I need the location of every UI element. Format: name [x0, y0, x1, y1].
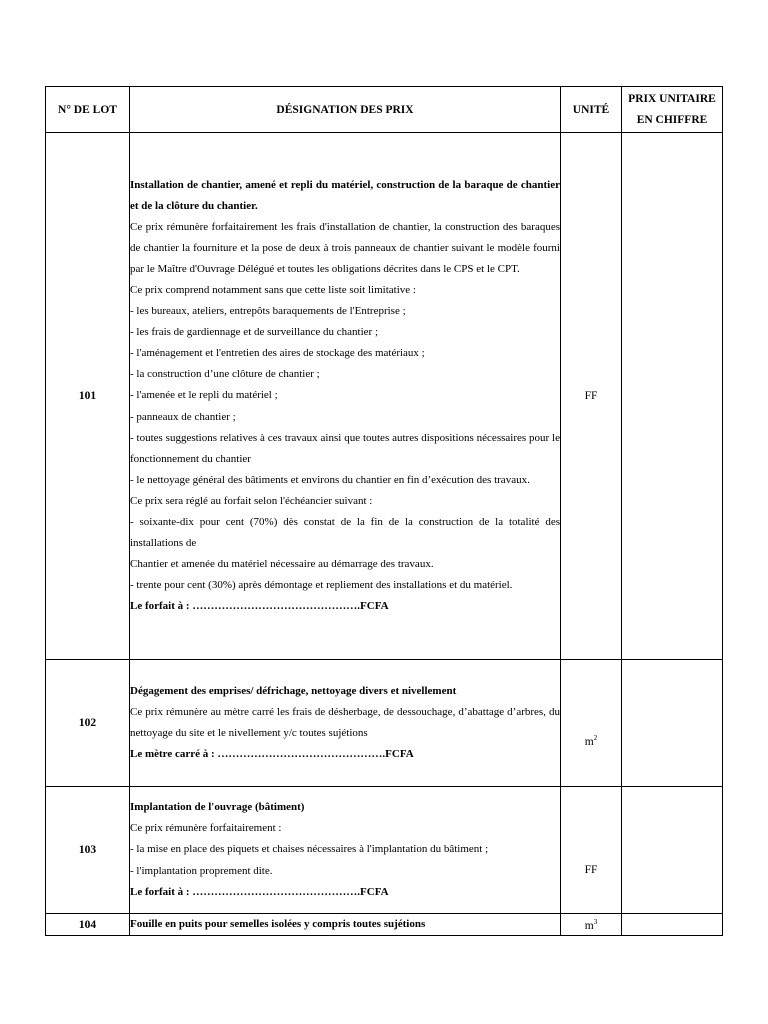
- designation-cell: [130, 660, 561, 787]
- designation-title: Fouille en puits pour semelles isolées y compris toutes sujétions: [130, 918, 426, 930]
- unit-exponent: 3: [593, 917, 598, 926]
- table-row: [46, 660, 723, 787]
- unit-value: m: [584, 735, 594, 748]
- header-lot: N° DE LOT: [46, 87, 130, 133]
- price-line: Le forfait à : ……………………………………….FCFA: [130, 600, 389, 613]
- unit-exponent: 2: [593, 734, 598, 743]
- designation-line: - toutes suggestions relatives à ces travaux ainsi que toutes autres dispositions nécessaires pour le fonctionnement du chantier: [130, 431, 560, 465]
- designation-line: Ce prix rémunère forfaitairement :: [130, 822, 282, 835]
- designation-line: - l'implantation proprement dite.: [130, 864, 273, 877]
- designation-line: - l'aménagement et l'entretien des aires de stockage des matériaux ;: [130, 347, 425, 360]
- lot-number: 104: [46, 914, 130, 936]
- header-price: PRIX UNITAIRE EN CHIFFRE: [622, 87, 723, 133]
- designation-line: - le nettoyage général des bâtiments et environs du chantier en fin d’exécution des travaux.: [130, 473, 530, 486]
- price-cell: [622, 133, 723, 660]
- table-row: [46, 133, 723, 660]
- designation-line: - les bureaux, ateliers, entrepôts baraquements de l'Entreprise ;: [130, 305, 406, 318]
- designation-line: - la construction d’une clôture de chantier ;: [130, 368, 320, 381]
- designation-line: - soixante-dix pour cent (70%) dès constat de la fin de la construction de la totalité des installations de: [130, 516, 560, 550]
- unit-cell: [561, 133, 622, 660]
- price-cell: [622, 914, 723, 936]
- designation-line: Ce prix sera réglé au forfait selon l'échéancier suivant :: [130, 494, 373, 507]
- designation-line: Ce prix rémunère forfaitairement les frais d'installation de chantier, la construction des baraques de chantier la fourniture et la pose de deux à trois panneaux de chantier suivant le modèle fourni par le Maître d'Ouvrage Délégué et toutes les obligations décrites dans le CPS et le CPT.: [130, 220, 560, 275]
- lot-number: 101: [46, 133, 130, 660]
- designation-cell: [130, 914, 561, 936]
- designation-line: - l'amenée et le repli du matériel ;: [130, 389, 278, 402]
- unit-cell: [561, 914, 622, 936]
- lot-number: 103: [46, 787, 130, 914]
- unit-cell: [561, 660, 622, 787]
- designation-title: Installation de chantier, amené et repli du matériel, construction de la baraque de chantier et de la clôture du chantier.: [130, 178, 560, 212]
- designation-line: - les frais de gardiennage et de surveillance du chantier ;: [130, 326, 378, 339]
- designation-line: - la mise en place des piquets et chaises nécessaires à l'implantation du bâtiment ;: [130, 843, 489, 856]
- designation-line: - trente pour cent (30%) après démontage et repliement des installations et du matériel.: [130, 579, 513, 592]
- designation-line: Ce prix rémunère au mètre carré les frais de désherbage, de dessouchage, d’abattage d’arbres, du nettoyage du site et le nivellement y/c toutes sujétions: [130, 705, 560, 739]
- price-line: Le mètre carré à : ……………………………………….FCFA: [130, 748, 414, 761]
- table-row: [46, 914, 723, 936]
- designation-line: Chantier et amenée du matériel nécessaire au démarrage des travaux.: [130, 558, 434, 571]
- price-line: Le forfait à : ……………………………………….FCFA: [130, 885, 389, 898]
- header-designation: DÉSIGNATION DES PRIX: [130, 87, 561, 133]
- designation-cell: [130, 133, 561, 660]
- header-unit: UNITÉ: [561, 87, 622, 133]
- unit-cell: [561, 787, 622, 914]
- unit-value: FF: [584, 390, 598, 402]
- table-header-row: [46, 87, 723, 133]
- designation-title: Implantation de l'ouvrage (bâtiment): [130, 801, 305, 814]
- price-cell: [622, 787, 723, 914]
- unit-value: FF: [584, 864, 598, 876]
- designation-cell: [130, 787, 561, 914]
- designation-line: - panneaux de chantier ;: [130, 410, 236, 423]
- price-cell: [622, 660, 723, 787]
- table-row: [46, 787, 723, 914]
- designation-title: Dégagement des emprises/ défrichage, nettoyage divers et nivellement: [130, 684, 457, 697]
- designation-line: Ce prix comprend notamment sans que cette liste soit limitative :: [130, 283, 416, 296]
- price-table: [45, 86, 723, 936]
- lot-number: 102: [46, 660, 130, 787]
- unit-value: m: [584, 919, 594, 932]
